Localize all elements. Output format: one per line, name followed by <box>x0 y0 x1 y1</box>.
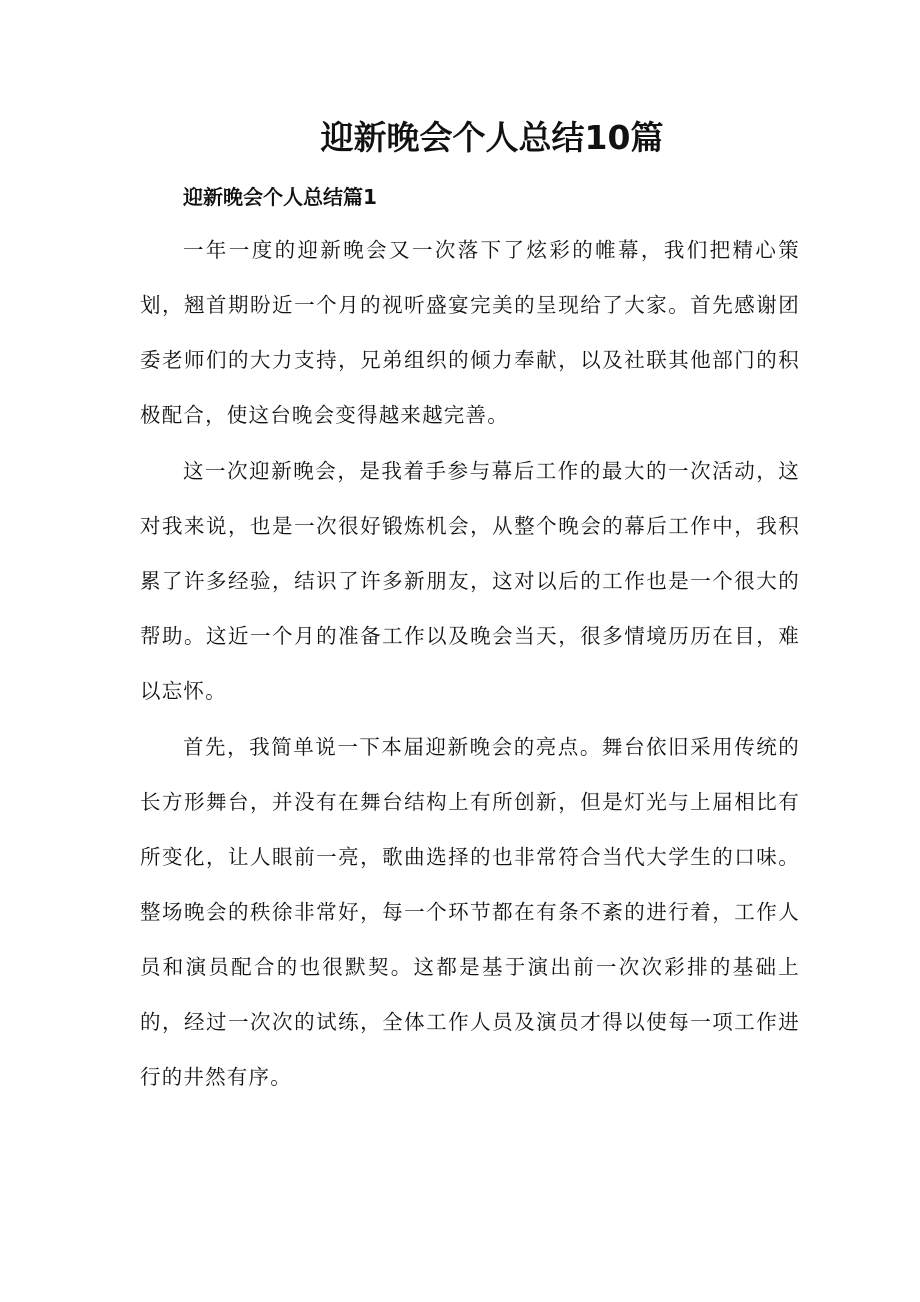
paragraph: 首先，我简单说一下本届迎新晚会的亮点。舞台依旧采用传统的长方形舞台，并没有在舞台结构上有所创新，但是灯光与上届相比有所变化，让人眼前一亮，歌曲选择的也非常符合当代大学生的口味。整场晚会的秩徐非常好，每一个环节都在有条不紊的进行着，工作人员和演员配合的也很默契。这都是基于演出前一次次彩排的基础上的，经过一次次的试练，全体工作人员及演员才得以使每一项工作进行的井然有序。 <box>140 735 800 1089</box>
document-title: 迎新晚会个人总结10篇 <box>320 118 664 157</box>
paragraph: 这一次迎新晚会，是我着手参与幕后工作的最大的一次活动，这对我来说，也是一次很好锻炼机会，从整个晚会的幕后工作中，我积累了许多经验，结识了许多新朋友，这对以后的工作也是一个很大的帮助。这近一个月的准备工作以及晚会当天，很多情境历历在目，难以忘怀。 <box>140 459 800 703</box>
paragraph: 一年一度的迎新晚会又一次落下了炫彩的帷幕，我们把精心策划，翘首期盼近一个月的视听盛宴完美的呈现给了大家。首先感谢团委老师们的大力支持，兄弟组织的倾力奉献，以及社联其他部门的积极配合，使这台晚会变得越来越完善。 <box>140 238 800 427</box>
section-heading: 迎新晚会个人总结篇1 <box>183 185 377 209</box>
